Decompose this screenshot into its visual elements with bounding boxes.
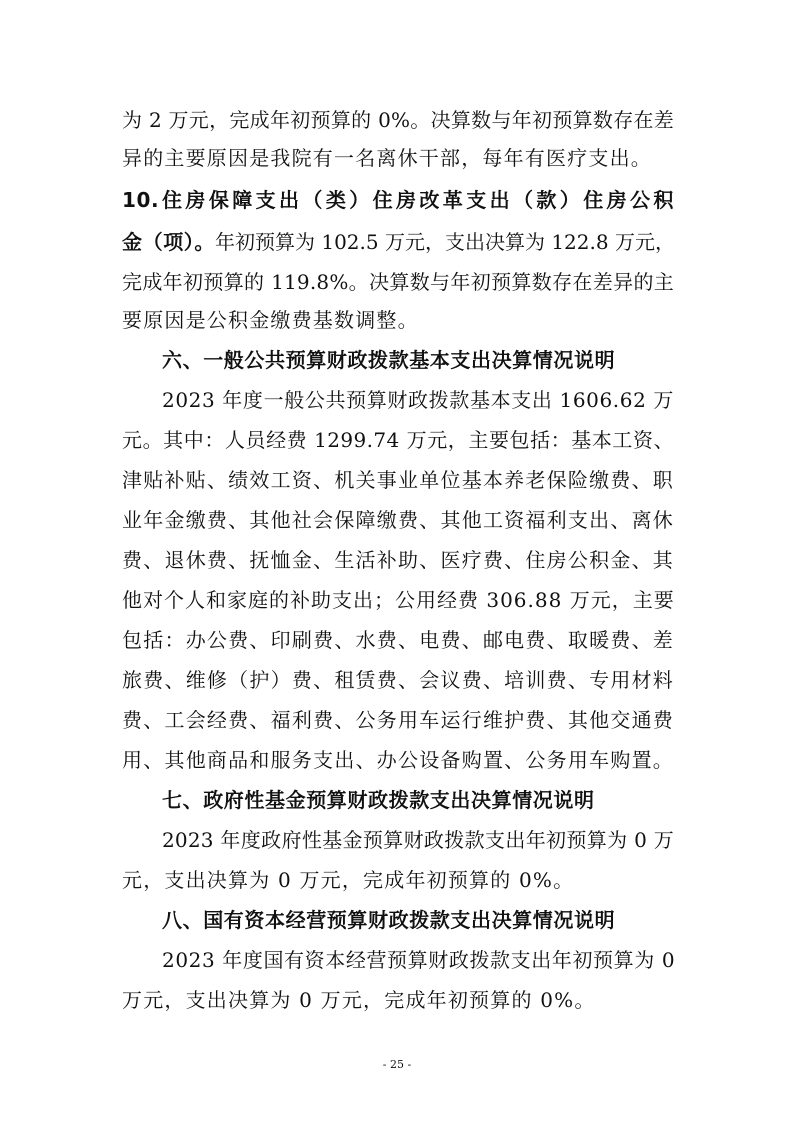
body-line: 元，支出决算为 0 万元，完成年初预算的 0%。 (122, 868, 575, 892)
body-line: 2023 年度一般公共预算财政拨款基本支出 1606.62 万 (162, 388, 674, 412)
body-line: 津贴补贴、绩效工资、机关事业单位基本养老保险缴费、职 (122, 468, 674, 492)
body-line: 异的主要原因是我院有一名离休干部，每年有医疗支出。 (122, 146, 652, 170)
body-line: 完成年初预算的 119.8%。决算数与年初预算数存在差异的主 (122, 270, 674, 294)
body-line: 要原因是公积金缴费基数调整。 (122, 308, 419, 332)
body-line: 旅费、维修（护）费、租赁费、会议费、培训费、专用材料 (122, 668, 674, 692)
section-heading-housing: 10.住房保障支出（类）住房改革支出（款）住房公积 (122, 188, 674, 212)
body-line: 万元，支出决算为 0 万元，完成年初预算的 0%。 (122, 988, 596, 1012)
body-line: 2023 年度国有资本经营预算财政拨款支出年初预算为 0 (162, 948, 676, 972)
body-line (122, 228, 674, 256)
body-line: 2023 年度政府性基金预算财政拨款支出年初预算为 0 万 (162, 828, 674, 852)
section-heading-7: 七、政府性基金预算财政拨款支出决算情况说明 (162, 788, 595, 812)
body-text: 年初预算为 102.5 万元，支出决算为 122.8 万元， (215, 230, 675, 254)
body-line: 费、退休费、抚恤金、生活补助、医疗费、住房公积金、其 (122, 548, 674, 572)
section-heading-housing-cont: 金（项）。 (122, 230, 215, 254)
body-line: 费、工会经费、福利费、公务用车运行维护费、其他交通费 (122, 708, 674, 732)
page-number: - 25 - (382, 1058, 412, 1071)
section-heading-8: 八、国有资本经营预算财政拨款支出决算情况说明 (162, 908, 616, 932)
body-line: 业年金缴费、其他社会保障缴费、其他工资福利支出、离休 (122, 508, 674, 532)
body-line: 用、其他商品和服务支出、办公设备购置、公务用车购置。 (122, 748, 674, 772)
body-line: 元。其中：人员经费 1299.74 万元，主要包括：基本工资、 (122, 428, 674, 452)
body-line: 包括：办公费、印刷费、水费、电费、邮电费、取暖费、差 (122, 628, 674, 652)
body-line: 他对个人和家庭的补助支出；公用经费 306.88 万元，主要 (122, 588, 675, 612)
section-heading-6: 六、一般公共预算财政拨款基本支出决算情况说明 (162, 348, 616, 372)
body-line: 为 2 万元，完成年初预算的 0%。决算数与年初预算数存在差 (122, 108, 674, 132)
